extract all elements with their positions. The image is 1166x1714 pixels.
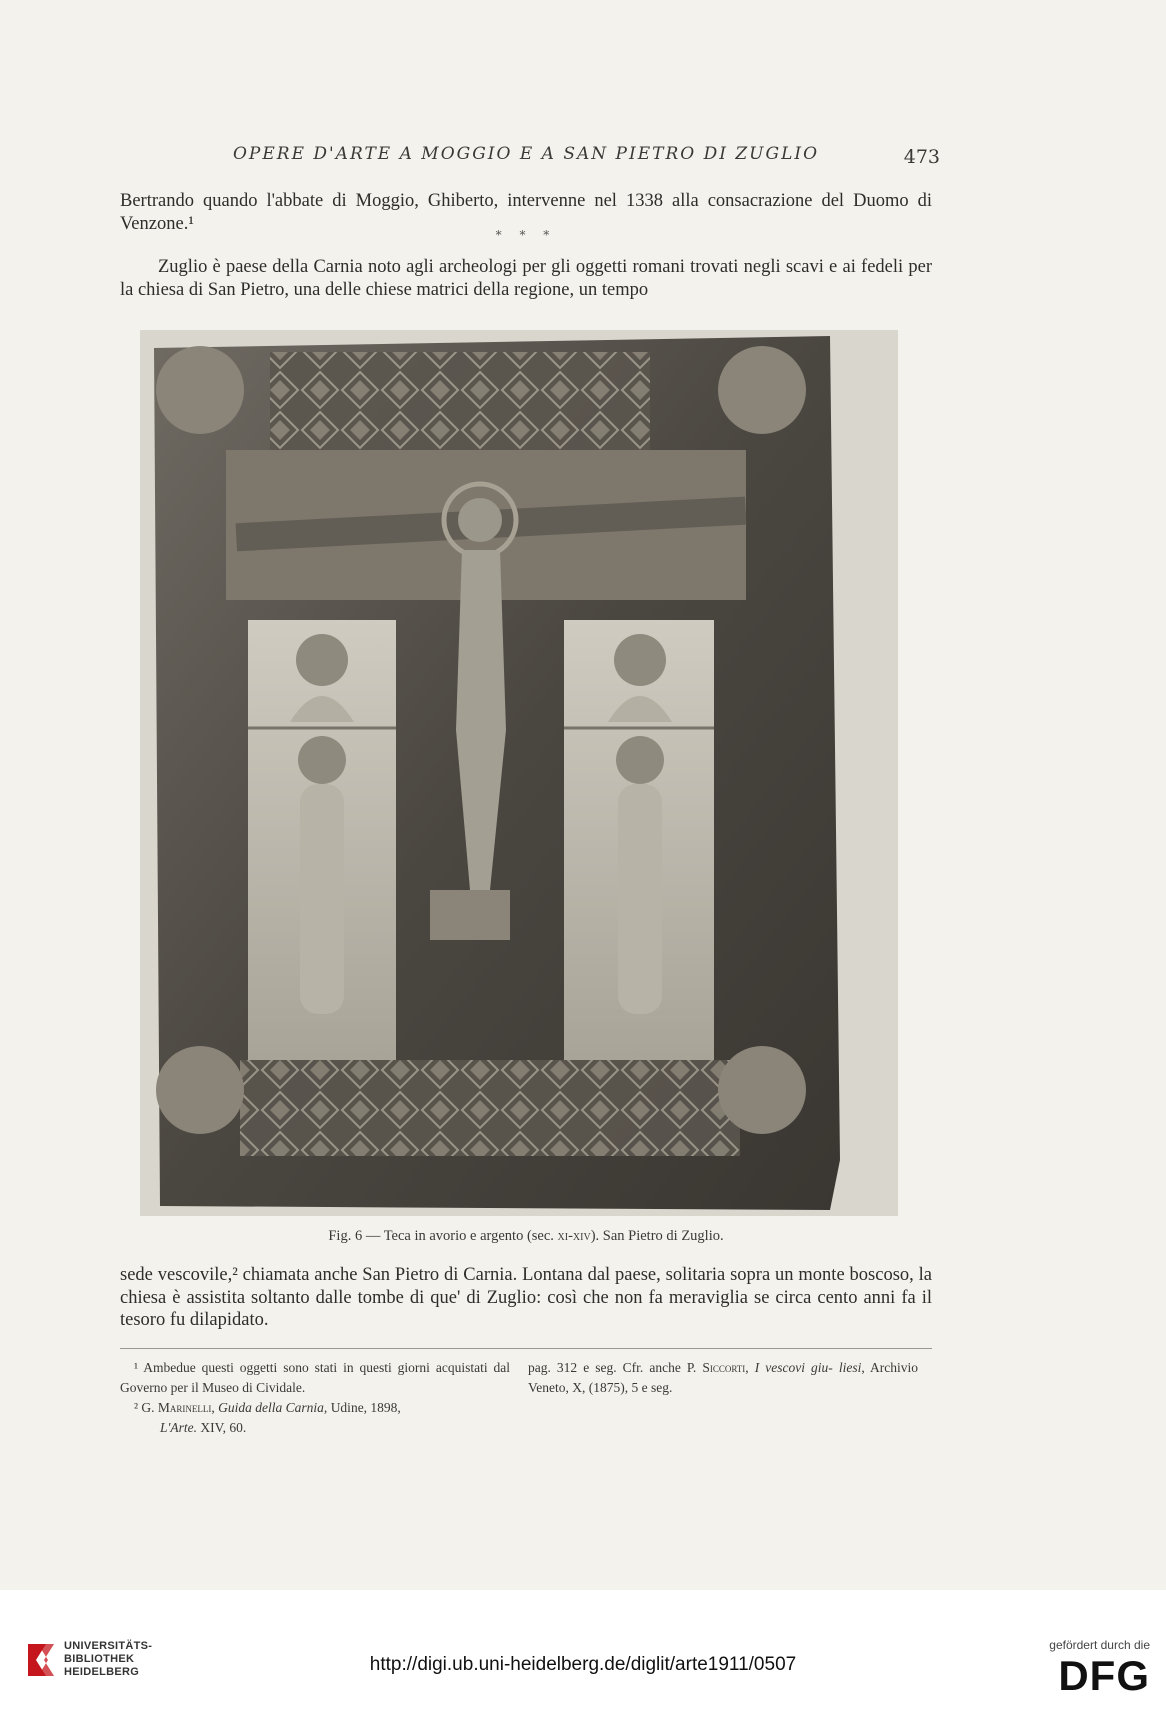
library-name-line-3: HEIDELBERG: [64, 1666, 140, 1678]
running-title: OPERE D'ARTE A MOGGIO E A SAN PIETRO DI ZUGLIO: [232, 144, 820, 164]
footnote-1: ¹ Ambedue questi oggetti sono stati in questi giorni acquistati dal Governo per il Museo di Cividale.: [120, 1360, 510, 1395]
running-head: [120, 144, 940, 172]
footnote-2: ² G. Marinelli, Guida della Carnia, Udine, 1898, L'Arte. XIV, 60.: [134, 1400, 401, 1435]
digitization-footer: [0, 1590, 1166, 1714]
footnote-2-rest: Udine, 1898,: [327, 1400, 401, 1415]
paragraph-3: sede vescovile,² chiamata anche San Pietro di Carnia. Lontana dal paese, solitaria sopra un monte boscoso, la chiesa è assistita soltanto dalle tombe di que' di Zuglio: così che non fa meraviglia se circa cento anni fa il tesoro fu dilapidato.: [120, 1265, 932, 1330]
dfg-logo: DFG: [1058, 1652, 1150, 1699]
paragraph-2: Zuglio è paese della Carnia noto agli archeologi per gli oggetti romani trovati negli scavi e ai fedeli per la chiesa di San Pietro, una delle chiese matrici della regione, un tempo: [120, 257, 932, 300]
reliquary-illustration: [140, 330, 898, 1216]
footnotes-left-column: [120, 1358, 510, 1438]
footnote-3-title-2: liesi: [838, 1360, 862, 1375]
caption-centuries: xi-xiv: [557, 1228, 591, 1244]
caption-suffix: ). San Pietro di Zuglio.: [590, 1228, 724, 1244]
section-asterism: * * *: [495, 228, 557, 242]
footnotes-right-column: [528, 1358, 918, 1398]
library-name-line-2: BIBLIOTHEK: [64, 1653, 135, 1665]
paragraph-1: Bertrando quando l'abbate di Moggio, Ghiberto, intervenne nel 1338 alla consacrazione del Duomo di Venzone.¹: [120, 191, 932, 234]
footnote-2-title: Guida della Carnia,: [218, 1400, 328, 1415]
figure-reliquary-photo: [140, 330, 898, 1216]
footnote-2-journal-rest: XIV, 60.: [197, 1420, 247, 1435]
library-name-line-1: UNIVERSITÄTS-: [64, 1640, 153, 1652]
footnote-2-prefix: ² G.: [134, 1400, 158, 1415]
footnote-3-prefix: pag. 312 e seg. Cfr. anche P.: [528, 1360, 703, 1375]
footnote-3-author: Siccorti: [702, 1360, 746, 1375]
source-url-link[interactable]: http://digi.ub.uni-heidelberg.de/diglit/arte1911/0507: [369, 1654, 797, 1675]
funding-label: gefördert durch die: [1049, 1638, 1150, 1652]
footnote-2-author: Marinelli: [157, 1400, 212, 1415]
footnote-3-rest: , Archivio Veneto, X, (1875), 5 e seg.: [528, 1360, 919, 1395]
caption-prefix: Fig. 6 — Teca in avorio e argento (sec.: [328, 1228, 558, 1244]
footnote-3-title: I vescovi giu-: [754, 1360, 833, 1375]
footnote-rule: [120, 1348, 932, 1349]
footnote-2-journal: L'Arte.: [160, 1420, 198, 1435]
figure-caption: [120, 1228, 932, 1245]
footnote-2-continued: pag. 312 e seg. Cfr. anche P. Siccorti, I vescovi giu- liesi, Archivio Veneto, X, (1875), 5 e seg.: [528, 1360, 919, 1395]
page-number: 473: [903, 146, 940, 168]
